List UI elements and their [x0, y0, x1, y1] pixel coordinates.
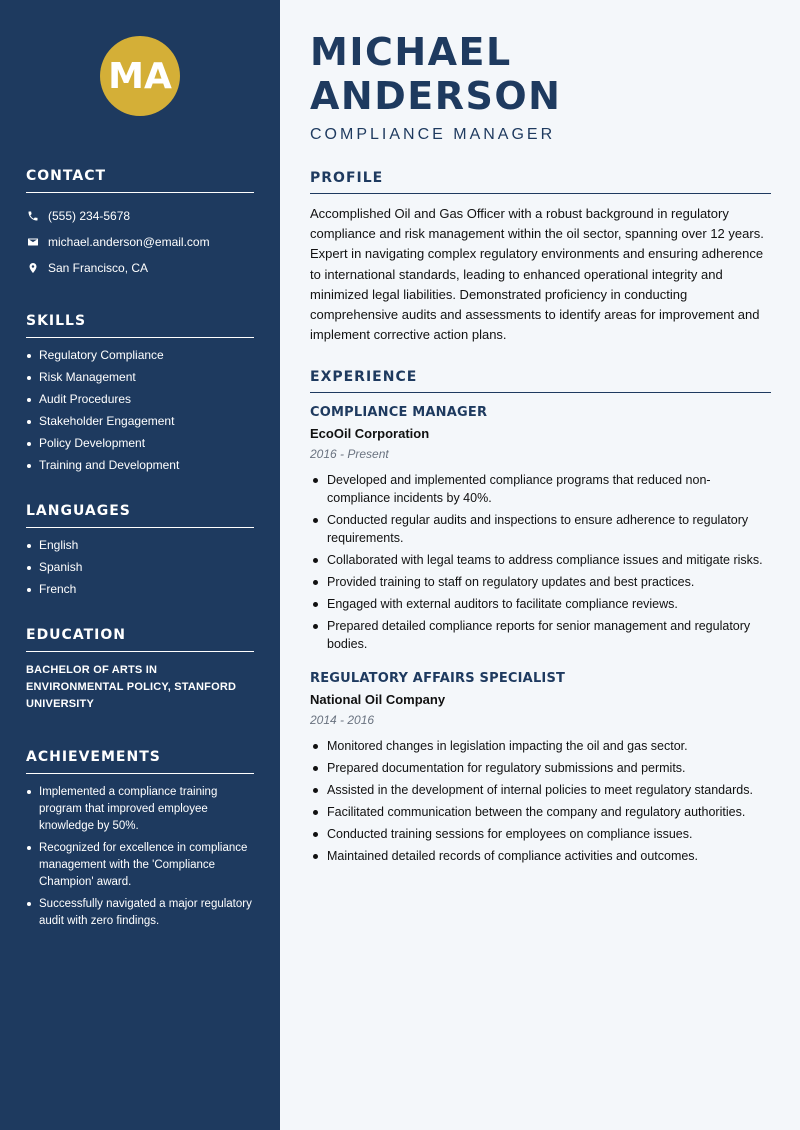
achievements-list — [26, 784, 254, 930]
skill-item: Regulatory Compliance — [26, 348, 254, 363]
contact-heading: CONTACT — [26, 168, 254, 193]
achievement-item: Successfully navigated a major regulatory audit with zero findings. — [26, 896, 254, 930]
duty-item: Prepared documentation for regulatory submissions and permits. — [310, 759, 771, 777]
duty-item: Facilitated communication between the company and regulatory authorities. — [310, 803, 771, 821]
language-item: English — [26, 538, 254, 553]
language-item: French — [26, 582, 254, 597]
job-title: COMPLIANCE MANAGER — [310, 405, 488, 421]
achievements-heading: ACHIEVEMENTS — [26, 749, 254, 774]
duty-item: Engaged with external auditors to facilitate compliance reviews. — [310, 595, 771, 613]
job-title: REGULATORY AFFAIRS SPECIALIST — [310, 671, 566, 687]
experience-heading: EXPERIENCE — [310, 369, 771, 393]
skill-item: Training and Development — [26, 458, 254, 473]
duty-item: Maintained detailed records of compliance activities and outcomes. — [310, 847, 771, 865]
languages-heading: LANGUAGES — [26, 503, 254, 528]
duty-item: Assisted in the development of internal policies to meet regulatory standards. — [310, 781, 771, 799]
job-dates: 2014 - 2016 — [310, 713, 375, 728]
mail-icon — [26, 235, 40, 249]
duty-item: Conducted regular audits and inspections to ensure adherence to regulatory requirements. — [310, 511, 771, 547]
job-entry — [310, 671, 771, 865]
duty-item: Developed and implemented compliance programs that reduced non-compliance incidents by 40%. — [310, 471, 771, 507]
education-degree: BACHELOR OF ARTS IN ENVIRONMENTAL POLICY, STANFORD UNIVERSITY — [26, 664, 237, 710]
duty-item: Monitored changes in legislation impacting the oil and gas sector. — [310, 737, 771, 755]
skill-item: Risk Management — [26, 370, 254, 385]
profile-heading: PROFILE — [310, 170, 771, 194]
job-duties — [310, 737, 771, 865]
job-entry — [310, 405, 771, 653]
phone-icon — [26, 209, 40, 223]
job-duties — [310, 471, 771, 653]
sidebar — [0, 0, 280, 1130]
achievement-item: Recognized for excellence in compliance management with the 'Compliance Champion' award. — [26, 840, 254, 891]
achievement-item: Implemented a compliance training program that improved employee knowledge by 50%. — [26, 784, 254, 835]
candidate-title: COMPLIANCE MANAGER — [310, 126, 556, 143]
avatar-initials: MA — [100, 36, 180, 116]
duty-item: Provided training to staff on regulatory updates and best practices. — [310, 573, 771, 591]
contact-location — [26, 255, 254, 281]
contact-email-text: michael.anderson@email.com — [48, 235, 210, 249]
duty-item: Collaborated with legal teams to address compliance issues and mitigate risks. — [310, 551, 771, 569]
job-company: EcoOil Corporation — [310, 426, 430, 442]
contact-phone-text: (555) 234-5678 — [48, 209, 131, 223]
contact-phone[interactable] — [26, 203, 254, 229]
language-item: Spanish — [26, 560, 254, 575]
job-dates: 2016 - Present — [310, 447, 389, 462]
contact-location-text: San Francisco, CA — [48, 261, 149, 275]
skills-heading: SKILLS — [26, 313, 254, 338]
skill-item: Policy Development — [26, 436, 254, 451]
main-content — [280, 0, 800, 1130]
languages-list — [26, 538, 254, 597]
skill-item: Stakeholder Engagement — [26, 414, 254, 429]
skill-item: Audit Procedures — [26, 392, 254, 407]
profile-summary: Accomplished Oil and Gas Officer with a robust background in regulatory compliance and risk management within the oil sector, spanning over 12 years. Expert in navigating complex regulatory environments and ensuring adherence to international standards, leading to enhanced operational integrity and minimized legal liabilities. Demonstrated proficiency in conducting comprehensive audits and assessments to identify areas for improvement and implement corrective action plans. — [310, 206, 764, 343]
location-pin-icon — [26, 261, 40, 275]
contact-email[interactable] — [26, 229, 254, 255]
job-company: National Oil Company — [310, 692, 446, 708]
duty-item: Conducted training sessions for employees on compliance issues. — [310, 825, 771, 843]
candidate-name: MICHAEL ANDERSON — [310, 30, 562, 118]
skills-list — [26, 348, 254, 473]
education-heading: EDUCATION — [26, 627, 254, 652]
contact-list — [26, 203, 254, 281]
duty-item: Prepared detailed compliance reports for senior management and regulatory bodies. — [310, 617, 771, 653]
